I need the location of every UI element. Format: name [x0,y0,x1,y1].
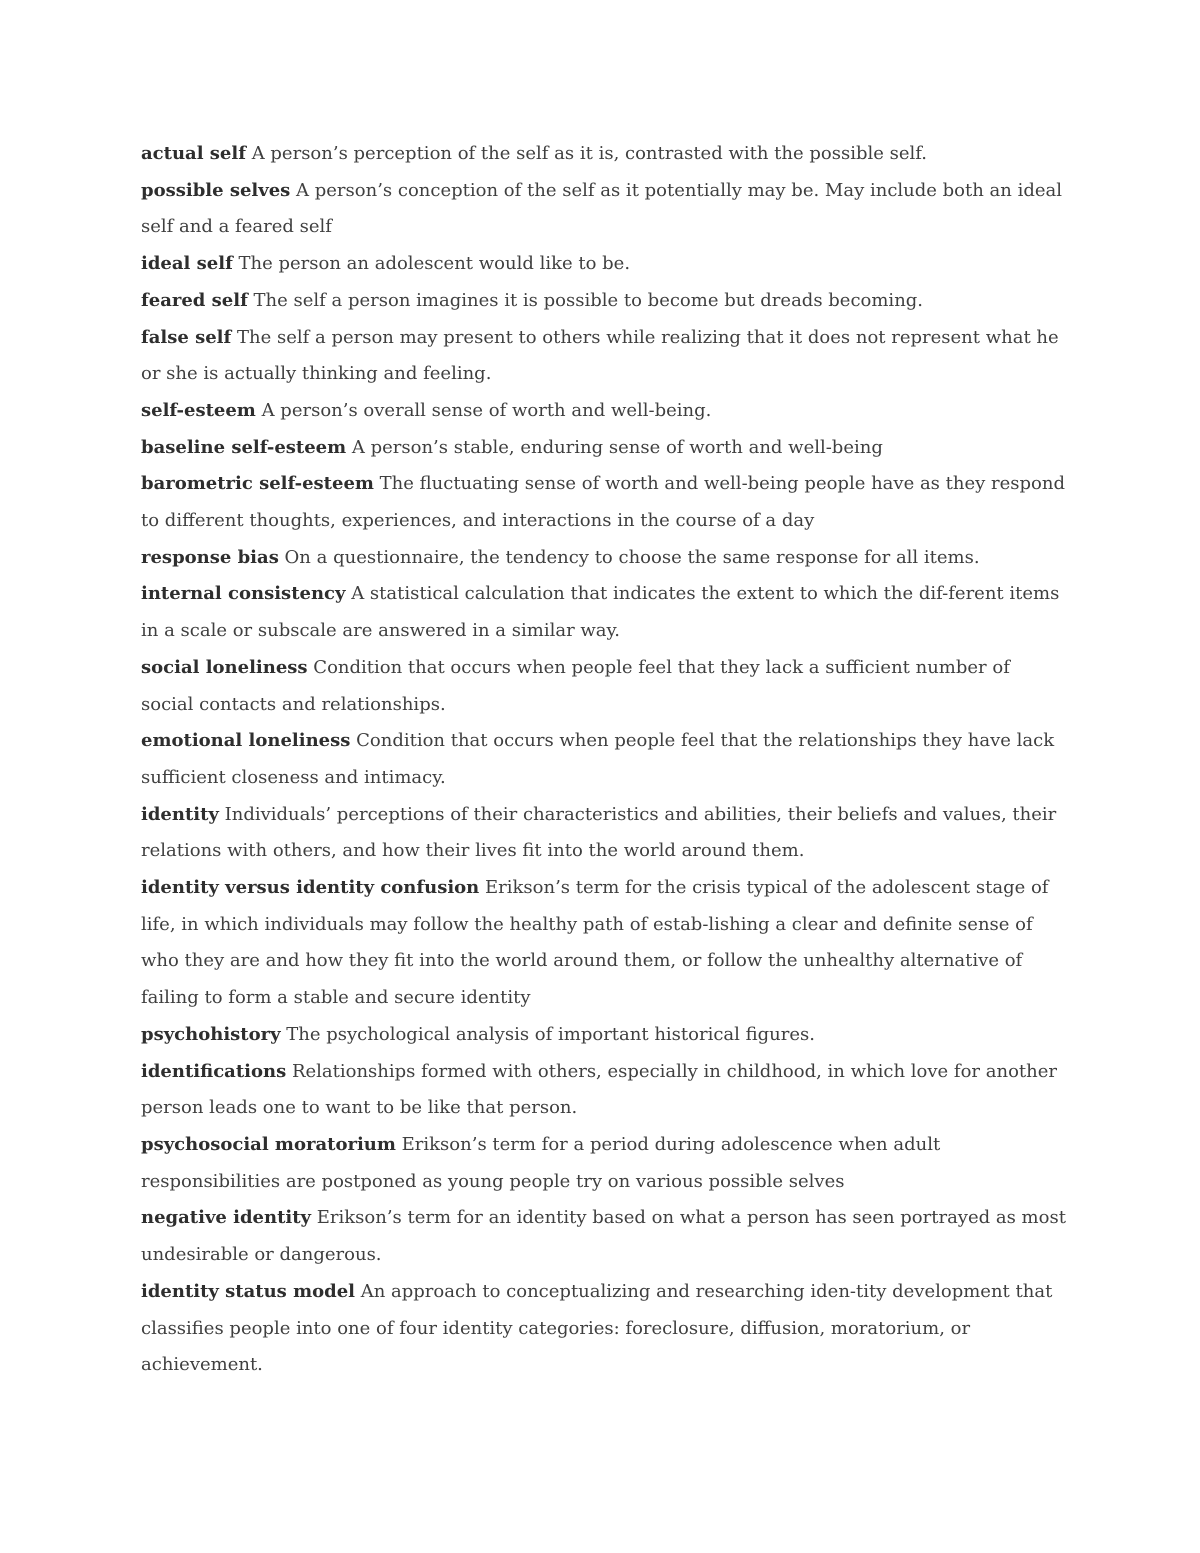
glossary-entry [141,870,1066,1017]
glossary-definition: A person’s perception of the self as it is, contrasted with the possible self. [245,143,927,164]
glossary-term: identity versus identity confusion [141,877,480,899]
glossary-term: psychohistory [141,1023,281,1045]
glossary-entry [141,320,1066,393]
glossary-entry [141,1127,1066,1200]
glossary-term: negative identity [141,1207,312,1229]
glossary-term: self-esteem [141,399,256,421]
glossary-term: actual self [141,143,246,164]
glossary-definition: A person’s overall sense of worth and well-being. [255,399,712,421]
glossary-entry [141,650,1066,723]
glossary-definition: Erikson’s term for an identity based on what a person has seen portrayed as most undesirable or dangerous. [141,1207,1066,1266]
glossary-definition: The self a person may present to others while realizing that it does not represent what he or she is actually thinking and feeling. [141,326,1059,385]
glossary-term: internal consistency [141,583,346,605]
glossary-definition: The psychological analysis of important historical figures. [280,1023,815,1045]
glossary-definition: Erikson’s term for a period during adolescence when adult responsibilities are postponed as young people try on various possible selves [141,1133,941,1192]
glossary-term: ideal self [141,253,233,275]
glossary-term: possible selves [141,179,291,201]
glossary-definition: Erikson’s term for the crisis typical of the adolescent stage of life, in which individuals may follow the healthy path of estab-lishing a clear and definite sense of who they are and how they fit into the world around them, or follow the unhealthy alternative of failing to form a stable and secure identity [141,877,1049,1009]
glossary-definition: Relationships formed with others, especially in childhood, in which love for another person leads one to want to be like that person. [141,1060,1057,1119]
glossary-entry [141,540,1066,577]
glossary-entry [141,246,1066,283]
glossary-term: false self [141,326,232,348]
glossary-list [141,136,1066,1384]
glossary-term: response bias [141,546,279,568]
glossary-entry [141,430,1066,467]
glossary-entry [141,1274,1066,1384]
glossary-definition: On a questionnaire, the tendency to choose the same response for all items. [278,546,980,568]
glossary-term: emotional loneliness [141,730,351,752]
glossary-definition: The fluctuating sense of worth and well-being people have as they respond to different thoughts, experiences, and interactions in the course of a day [141,473,1065,532]
glossary-term: identity [141,803,219,825]
glossary-term: barometric self-esteem [141,473,374,495]
glossary-definition: A statistical calculation that indicates the extent to which the dif-ferent items in a scale or subscale are answered in a similar way. [141,583,1060,642]
glossary-entry [141,1200,1066,1273]
glossary-entry [141,466,1066,539]
glossary-entry [141,797,1066,870]
glossary-definition: Individuals’ perceptions of their characteristics and abilities, their beliefs and values, their relations with others, and how their lives fit into the world around them. [141,803,1057,862]
glossary-term: identifications [141,1060,287,1082]
glossary-definition: The self a person imagines it is possible to become but dreads becoming. [247,289,924,311]
glossary-definition: Condition that occurs when people feel that the relationships they have lack sufficient closeness and intimacy. [141,730,1055,788]
glossary-definition: A person’s conception of the self as it potentially may be. May include both an ideal self and a feared self [141,179,1063,238]
glossary-definition: An approach to conceptualizing and researching iden-tity development that classifies people into one of four identity categories: foreclosure, diffusion, moratorium, or achievement. [141,1280,1053,1376]
glossary-definition: The person an adolescent would like to be. [232,253,631,275]
glossary-term: baseline self-esteem [141,436,347,458]
glossary-term: psychosocial moratorium [141,1133,396,1155]
glossary-term: feared self [141,289,248,311]
glossary-entry [141,723,1066,796]
glossary-entry [141,576,1066,649]
glossary-entry [141,136,1066,173]
glossary-entry [141,283,1066,320]
glossary-definition: Condition that occurs when people feel that they lack a sufficient number of social contacts and relationships. [141,656,1010,715]
glossary-entry [141,1017,1066,1054]
glossary-definition: A person’s stable, enduring sense of worth and well-being [346,436,883,458]
glossary-entry [141,393,1066,430]
glossary-term: identity status model [141,1280,355,1302]
glossary-entry [141,173,1066,246]
glossary-term: social loneliness [141,656,308,678]
glossary-entry [141,1054,1066,1127]
